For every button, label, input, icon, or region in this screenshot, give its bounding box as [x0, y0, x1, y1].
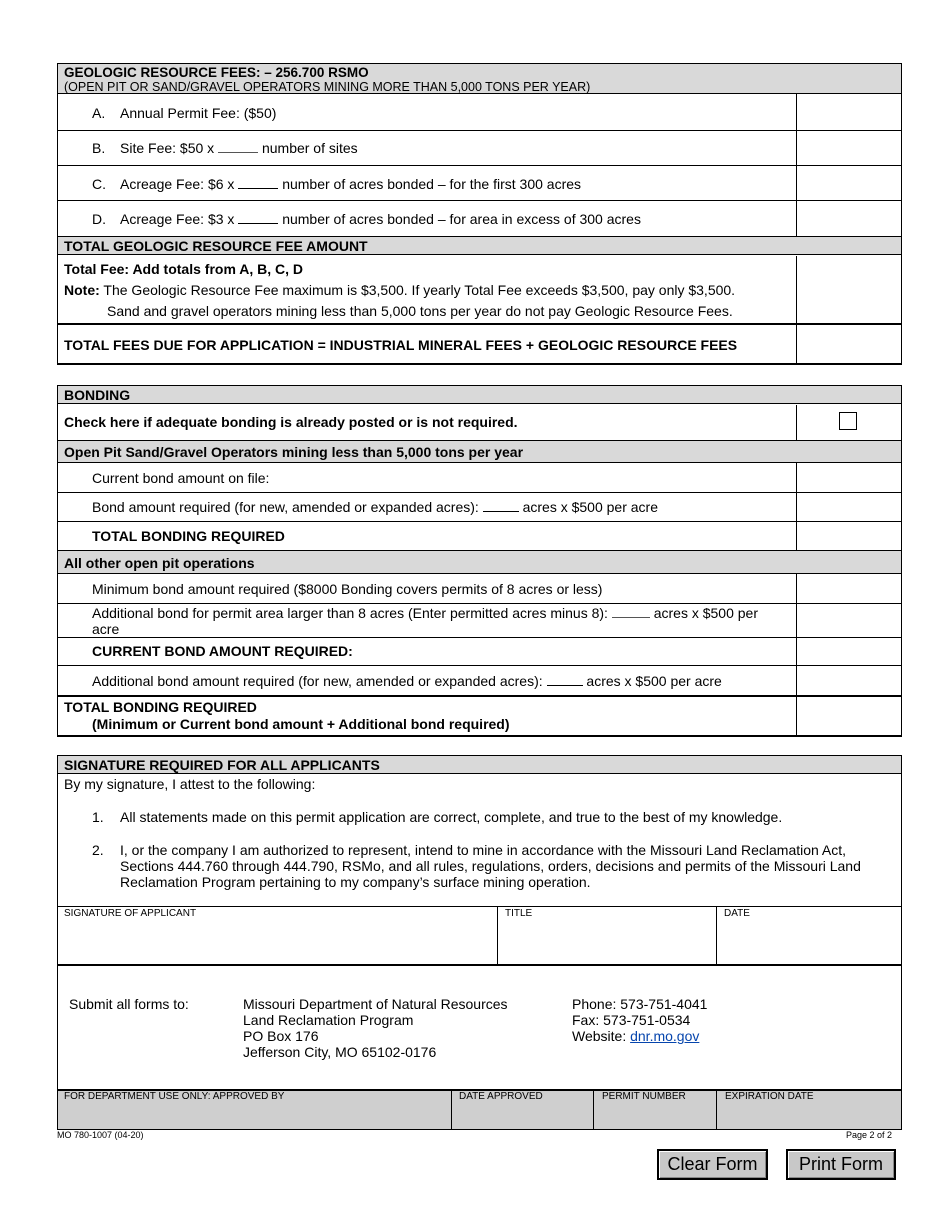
date-label: DATE	[724, 908, 750, 919]
sand-gravel-header	[58, 440, 901, 463]
attest-2-line-2: Sections 444.760 through 444.790, RSMo, and all rules, regulations, orders, decisions and permits of the Missouri Land	[120, 858, 861, 874]
min-bond-label: Minimum bond amount required ($8000 Bonding covers permits of 8 acres or less)	[92, 581, 603, 597]
page-number: Page 2 of 2	[846, 1130, 893, 1140]
other-operations-header	[58, 550, 901, 574]
acres-first-300-blank[interactable]	[238, 176, 278, 189]
bonding-check-label: Check here if adequate bonding is already posted or is not required.	[64, 414, 518, 430]
geologic-fees-header	[58, 64, 901, 94]
current-bond-required-label: CURRENT BOND AMOUNT REQUIRED:	[92, 643, 353, 659]
submit-label: Submit all forms to:	[69, 996, 189, 1012]
website-label: Website:	[572, 1028, 627, 1044]
acreage-fee-first-input[interactable]	[797, 165, 901, 200]
fee-a-label: Annual Permit Fee: ($50)	[120, 105, 277, 121]
bond-required-text-post: acres x $500 per acre	[522, 499, 658, 515]
fee-d-text-post: number of acres bonded – for area in excess of 300 acres	[282, 211, 641, 227]
website-row	[572, 1028, 699, 1044]
signature-header	[58, 756, 901, 774]
attest-1-number: 1.	[92, 809, 104, 825]
total-fee-instruction: Total Fee: Add totals from A, B, C, D	[64, 261, 304, 277]
print-form-button[interactable]: Print Form	[786, 1149, 896, 1180]
additional-bond-text: Additional bond for permit area larger than 8 acres (Enter permitted acres minus 8):	[92, 605, 608, 621]
annual-permit-fee-input[interactable]	[797, 94, 901, 130]
date-approved-label: DATE APPROVED	[459, 1091, 543, 1102]
current-bond-input[interactable]	[797, 463, 901, 492]
geologic-fees-subtitle: (OPEN PIT OR SAND/GRAVEL OPERATORS MINING MORE THAN 5,000 TONS PER YEAR)	[64, 80, 591, 94]
permit-number-label: PERMIT NUMBER	[602, 1091, 686, 1102]
additional-bond-wrap: acre	[92, 621, 120, 637]
total-bonding-1-input[interactable]	[797, 521, 901, 550]
note-text: The Geologic Resource Fee maximum is $3,500. If yearly Total Fee exceeds $3,500, pay only $3,500.	[103, 282, 736, 298]
approved-by-label: FOR DEPARTMENT USE ONLY: APPROVED BY	[64, 1091, 285, 1102]
fee-c-label	[120, 176, 581, 192]
other-operations-title: All other open pit operations	[64, 555, 255, 571]
sand-gravel-title: Open Pit Sand/Gravel Operators mining less than 5,000 tons per year	[64, 444, 524, 460]
phone: Phone: 573-751-4041	[572, 996, 708, 1012]
bond-required-label	[92, 499, 658, 515]
sites-count-blank[interactable]	[218, 140, 258, 153]
total-bonding-required-1: TOTAL BONDING REQUIRED	[92, 528, 285, 544]
fee-c-text-post: number of acres bonded – for the first 300 acres	[282, 176, 582, 192]
additional-bond-input[interactable]	[797, 603, 901, 637]
attest-2-line-1: I, or the company I am authorized to represent, intend to mine in accordance with the Missouri Land Reclamation Act,	[120, 842, 847, 858]
total-bonding-2-input[interactable]	[797, 697, 901, 736]
site-fee-input[interactable]	[797, 130, 901, 165]
title-field[interactable]	[499, 921, 714, 963]
fax: Fax: 573-751-0534	[572, 1012, 691, 1028]
total-fees-due-input[interactable]	[797, 325, 901, 364]
attest-2-number: 2.	[92, 842, 104, 858]
additional-amount-text: Additional bond amount required (for new, amended or expanded acres):	[92, 673, 543, 689]
clear-form-button[interactable]: Clear Form	[657, 1149, 768, 1180]
website-link[interactable]: dnr.mo.gov	[630, 1028, 700, 1044]
date-field[interactable]	[718, 921, 900, 963]
acreage-fee-excess-input[interactable]	[797, 200, 901, 236]
additional-acres-blank[interactable]	[612, 605, 650, 618]
additional-amount-label	[92, 673, 722, 689]
total-fee-note	[64, 282, 735, 298]
bond-required-text: Bond amount required (for new, amended or expanded acres):	[92, 499, 479, 515]
acres-excess-300-blank[interactable]	[238, 211, 278, 224]
fee-c-text: Acreage Fee: $6 x	[120, 176, 235, 192]
attest-1-text: All statements made on this permit application are correct, complete, and true to the best of my knowledge.	[120, 809, 783, 825]
signature-label: SIGNATURE OF APPLICANT	[64, 908, 197, 919]
bonding-title: BONDING	[64, 387, 131, 403]
bond-required-input[interactable]	[797, 492, 901, 521]
additional-amount-acres-blank[interactable]	[547, 673, 583, 686]
current-bond-required-input[interactable]	[797, 637, 901, 665]
address-line-3: PO Box 176	[243, 1028, 319, 1044]
title-label: TITLE	[505, 908, 533, 919]
additional-bond-text-post: acres x $500 per	[653, 605, 758, 621]
fee-b-text: Site Fee: $50 x	[120, 140, 215, 156]
total-bonding-required-2: TOTAL BONDING REQUIRED	[64, 699, 257, 715]
fee-b-label	[120, 140, 358, 156]
current-bond-label: Current bond amount on file:	[92, 470, 270, 486]
fee-d-text: Acreage Fee: $3 x	[120, 211, 235, 227]
signature-intro: By my signature, I attest to the following:	[64, 776, 316, 792]
fee-a-letter: A.	[92, 105, 106, 121]
fee-c-letter: C.	[92, 176, 106, 192]
fee-b-letter: B.	[92, 140, 106, 156]
fee-d-label	[120, 211, 641, 227]
signature-title: SIGNATURE REQUIRED FOR ALL APPLICANTS	[64, 757, 380, 773]
total-geologic-fee-input[interactable]	[797, 256, 901, 323]
total-geologic-header	[58, 236, 901, 255]
total-geologic-title: TOTAL GEOLOGIC RESOURCE FEE AMOUNT	[64, 238, 368, 254]
fee-d-letter: D.	[92, 211, 106, 227]
expiration-date-label: EXPIRATION DATE	[725, 1091, 814, 1102]
geologic-fees-title: GEOLOGIC RESOURCE FEES: – 256.700 RSMO	[64, 65, 369, 80]
additional-amount-text-post: acres x $500 per acre	[586, 673, 722, 689]
address-line-1: Missouri Department of Natural Resources	[243, 996, 508, 1012]
bonding-header	[58, 386, 901, 404]
form-number: MO 780-1007 (04-20)	[57, 1130, 144, 1140]
note-text-2: Sand and gravel operators mining less than 5,000 tons per year do not pay Geologic Resource Fees.	[107, 303, 733, 319]
fee-b-text-post: number of sites	[261, 140, 358, 156]
address-line-2: Land Reclamation Program	[243, 1012, 414, 1028]
total-fees-due: TOTAL FEES DUE FOR APPLICATION = INDUSTRIAL MINERAL FEES + GEOLOGIC RESOURCE FEES	[64, 337, 738, 353]
min-bond-input[interactable]	[797, 574, 901, 603]
additional-bond-label	[92, 605, 758, 621]
address-line-4: Jefferson City, MO 65102-0176	[243, 1044, 437, 1060]
note-label: Note:	[64, 282, 100, 298]
signature-field[interactable]	[58, 921, 496, 963]
attest-2-line-3: Reclamation Program pertaining to my company’s surface mining operation.	[120, 874, 591, 890]
total-bonding-required-2-sub: (Minimum or Current bond amount + Additional bond required)	[92, 716, 510, 732]
bond-acres-blank[interactable]	[483, 499, 519, 512]
additional-amount-input[interactable]	[797, 665, 901, 695]
